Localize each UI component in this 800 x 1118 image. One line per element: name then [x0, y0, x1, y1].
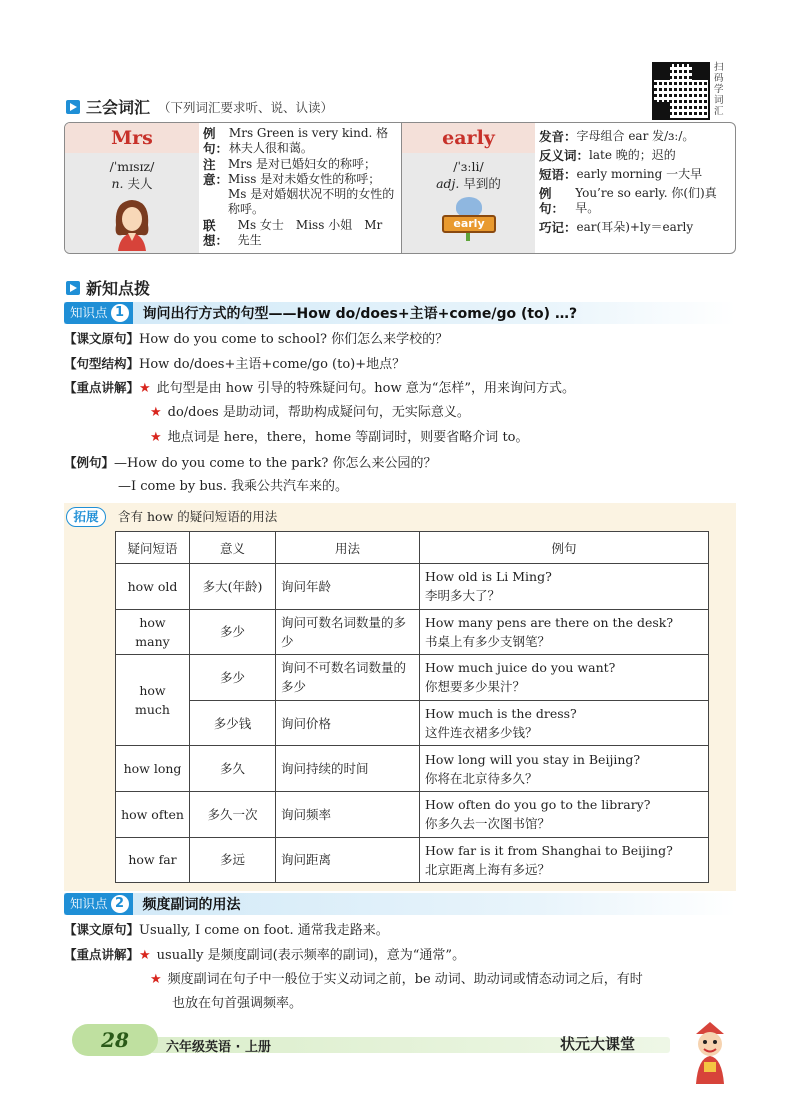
vocab-section-subtitle: （下列词汇要求听、说、认读） — [158, 99, 334, 115]
kp1-example-2: —I come by bus. 我乘公共汽车来的。 — [118, 479, 348, 494]
kp1-text-sentence: 【课文原句】How do you come to school? 你们怎么来学校的？ — [64, 331, 449, 347]
mascot-illustration — [688, 1020, 732, 1084]
ipa-early: /ˈɜːli/ — [453, 159, 484, 174]
vocab-section-title: 三会词汇 — [86, 98, 151, 117]
page-number: 28 — [72, 1024, 158, 1056]
play-triangle-icon — [66, 281, 80, 295]
word-early: early — [402, 123, 535, 153]
table-row: how often 多久一次 询问频率 How often do you go to the library? 你多久去一次图书馆？ — [116, 791, 709, 837]
knowledge-point-tag: 知识点 1 — [64, 302, 133, 324]
star-icon: ★ — [139, 948, 151, 963]
early-sign-illustration: early — [440, 197, 498, 239]
kp1-key-point-3: ★ 地点词是 here，there，home 等副词时，则要省略介词 to。 — [150, 430, 529, 445]
woman-illustration — [106, 195, 158, 251]
kp2-key-point-2: ★ 频度副词在句子中一般位于实义动词之前，be 动词、助动词或情态动词之后，有时 — [150, 972, 643, 987]
new-section-header — [66, 276, 150, 299]
word-details-early: 发音： 字母组合 ear 发/ɜː/。 反义词： late 晚的；迟的 短语： early morning 一大早 例句： You’re so early. 你(们)真早。 巧记： ear(耳朵)+ly＝early — [539, 129, 735, 253]
star-icon: ★ — [150, 430, 162, 445]
word-card-early — [402, 123, 535, 253]
book-title: 六年级英语 · 上册 — [166, 1040, 271, 1055]
table-header: 疑问短语 — [116, 532, 190, 564]
early-example: You’re so early. 你(们)真早。 — [575, 186, 717, 215]
how-phrases-table — [115, 531, 709, 883]
play-triangle-icon — [66, 100, 80, 114]
meaning-mrs: n. 夫人 — [111, 176, 153, 191]
table-header-row — [116, 532, 709, 564]
mrs-example: Mrs Green is very kind. 格林夫人很和蔼。 — [228, 126, 389, 155]
knowledge-point-1-header — [64, 302, 736, 324]
table-header: 意义 — [190, 532, 276, 564]
table-row: how much 多少 询问不可数名词数量的多少 How much juice do you want? 你想要多少果汁？ — [116, 655, 709, 701]
table-row: how many 多少 询问可数名词数量的多少 How many pens are there on the desk? 书桌上有多少支钢笔？ — [116, 609, 709, 655]
table-header: 用法 — [276, 532, 420, 564]
knowledge-point-2-title: 频度副词的用法 — [142, 897, 241, 913]
table-header: 例句 — [420, 532, 709, 564]
knowledge-point-1-title: 询问出行方式的句型——How do/does+主语+come/go (to) …? — [142, 306, 578, 322]
mrs-association: Ms 女士 Miss 小姐 Mr 先生 — [237, 218, 383, 247]
word-mrs: Mrs — [65, 123, 199, 153]
early-pronunciation: 字母组合 ear 发/ɜː/。 — [576, 129, 695, 143]
qr-label: 扫码学词汇 — [714, 62, 724, 117]
star-icon: ★ — [150, 405, 162, 420]
vocab-box — [64, 122, 736, 254]
word-card-mrs — [65, 123, 199, 253]
mrs-note: Mrs 是对已婚妇女的称呼；Miss 是对未婚女性的称呼；Ms 是对婚姻状况不明的女性的称呼。 — [228, 157, 395, 216]
kp1-key-point-2: ★ do/does 是助动词，帮助构成疑问句，无实际意义。 — [150, 405, 470, 420]
kp2-text-sentence: 【课文原句】Usually, I come on foot. 通常我走路来。 — [64, 922, 389, 938]
star-icon: ★ — [150, 972, 162, 987]
word-details-mrs: 例句： Mrs Green is very kind. 格林夫人很和蔼。 注意： Mrs 是对已婚妇女的称呼；Miss 是对未婚女性的称呼；Ms 是对婚姻状况不明的女性的称呼。 联想： Ms 女士 Miss 小姐 Mr 先生 — [203, 126, 397, 253]
brand-name: 状元大课堂 — [560, 1035, 636, 1053]
table-row: how long 多久 询问持续的时间 How long will you stay in Beijing? 你将在北京待多久？ — [116, 746, 709, 792]
table-row: how far 多远 询问距离 How far is it from Shanghai to Beijing? 北京距离上海有多远？ — [116, 837, 709, 883]
extension-tag: 拓展 — [66, 507, 106, 527]
early-phrase: early morning 一大早 — [576, 167, 703, 181]
early-antonym: late 晚的；迟的 — [589, 148, 676, 162]
extension-title: 含有 how 的疑问短语的用法 — [118, 509, 278, 524]
kp1-example-1: 【例句】—How do you come to the park? 你怎么来公园的？ — [64, 455, 437, 471]
knowledge-point-tag: 知识点 2 — [64, 893, 133, 915]
kp2-key-point-2-cont: 也放在句首强调频率。 — [172, 996, 303, 1011]
table-row: how old 多大(年龄) 询问年龄 How old is Li Ming? 李明多大了？ — [116, 564, 709, 610]
new-section-title: 新知点拨 — [86, 279, 151, 298]
kp1-structure: 【句型结构】How do/does+主语+come/go (to)+地点？ — [64, 356, 406, 372]
early-memory-tip: ear(耳朵)+ly＝early — [576, 220, 694, 234]
qr-code[interactable] — [652, 62, 710, 120]
table-row: 多少钱 询问价格 How much is the dress? 这件连衣裙多少钱？ — [116, 700, 709, 746]
vocab-section-header — [66, 95, 333, 118]
kp2-key-point-1: 【重点讲解】★ usually 是频度副词(表示频率的副词)，意为“通常”。 — [64, 947, 466, 963]
kp1-key-point-1: 【重点讲解】★ 此句型是由 how 引导的特殊疑问句。how 意为“怎样”，用来询问方式。 — [64, 380, 576, 396]
meaning-early: adj. 早到的 — [436, 176, 501, 191]
knowledge-point-2-header — [64, 893, 736, 915]
star-icon: ★ — [139, 381, 151, 396]
ipa-mrs: /ˈmɪsɪz/ — [109, 159, 155, 174]
